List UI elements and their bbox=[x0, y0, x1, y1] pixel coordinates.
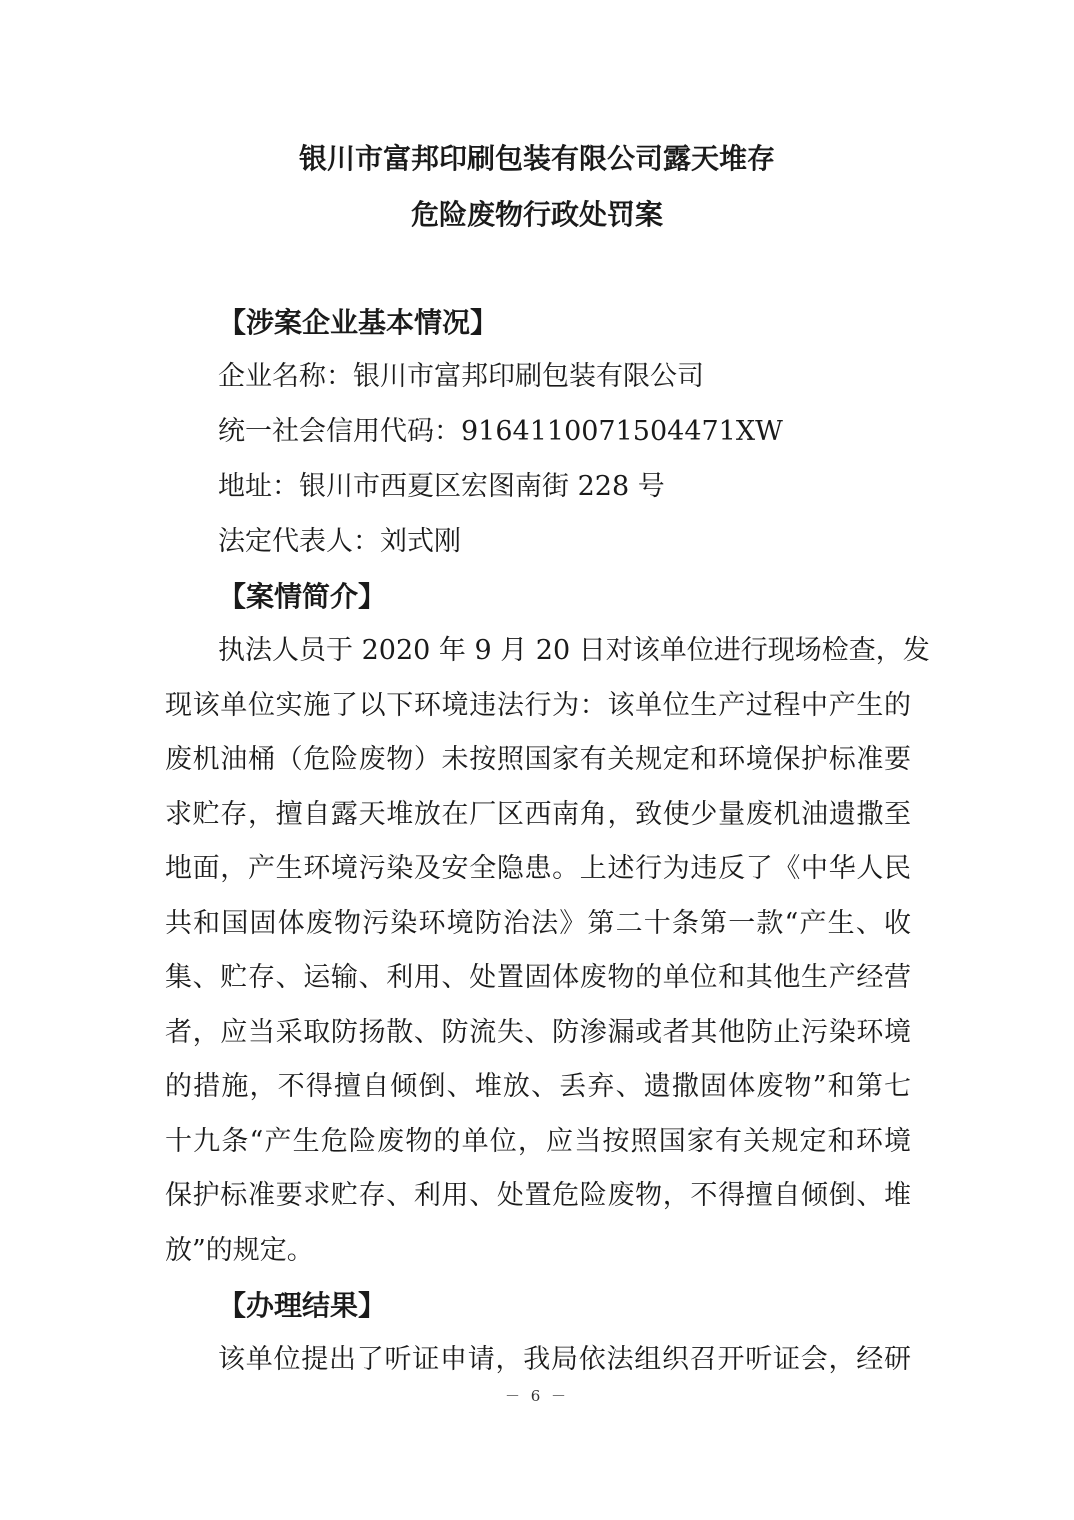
case-paragraph-line: 保护标准要求贮存、利用、处置危险废物，不得擅自倾倒、堆 bbox=[165, 1180, 911, 1211]
section-heading-result: 【办理结果】 bbox=[218, 1289, 387, 1322]
case-paragraph-line: 共和国固体废物污染环境防治法》第二十条第一款“产生、收 bbox=[165, 908, 911, 939]
section-heading-basic-info: 【涉案企业基本情况】 bbox=[218, 306, 499, 339]
case-paragraph-line: 地面，产生环境污染及安全隐患。上述行为违反了《中华人民 bbox=[165, 853, 911, 884]
document-title-line-2: 危险废物行政处罚案 bbox=[410, 198, 663, 231]
case-paragraph-line: 者，应当采取防扬散、防流失、防渗漏或者其他防止污染环境 bbox=[165, 1017, 911, 1048]
case-paragraph-line: 废机油桶（危险废物）未按照国家有关规定和环境保护标准要 bbox=[165, 744, 911, 775]
legal-representative-field: 法定代表人：刘式刚 bbox=[218, 526, 461, 557]
case-paragraph-line: 十九条“产生危险废物的单位，应当按照国家有关规定和环境 bbox=[165, 1126, 911, 1157]
case-paragraph-line: 放”的规定。 bbox=[165, 1235, 314, 1266]
result-paragraph-line: 该单位提出了听证申请，我局依法组织召开听证会，经研 bbox=[218, 1344, 911, 1375]
credit-code-field: 统一社会信用代码：9164110071504471XW bbox=[218, 416, 783, 447]
case-paragraph-line: 执法人员于 2020 年 9 月 20 日对该单位进行现场检查，发 bbox=[218, 635, 930, 666]
page-number: － 6 － bbox=[504, 1387, 570, 1405]
case-paragraph-line: 现该单位实施了以下环境违法行为：该单位生产过程中产生的 bbox=[165, 690, 911, 721]
case-paragraph-line: 集、贮存、运输、利用、处置固体废物的单位和其他生产经营 bbox=[165, 962, 911, 993]
section-heading-case-summary: 【案情简介】 bbox=[218, 580, 387, 613]
company-name-field: 企业名称：银川市富邦印刷包装有限公司 bbox=[218, 361, 704, 392]
case-paragraph-line: 求贮存，擅自露天堆放在厂区西南角，致使少量废机油遗撒至 bbox=[165, 799, 911, 830]
case-paragraph-line: 的措施，不得擅自倾倒、堆放、丢弃、遗撒固体废物”和第七 bbox=[165, 1071, 911, 1102]
document-title-line-1: 银川市富邦印刷包装有限公司露天堆存 bbox=[298, 142, 775, 175]
address-field: 地址：银川市西夏区宏图南街 228 号 bbox=[218, 471, 665, 502]
